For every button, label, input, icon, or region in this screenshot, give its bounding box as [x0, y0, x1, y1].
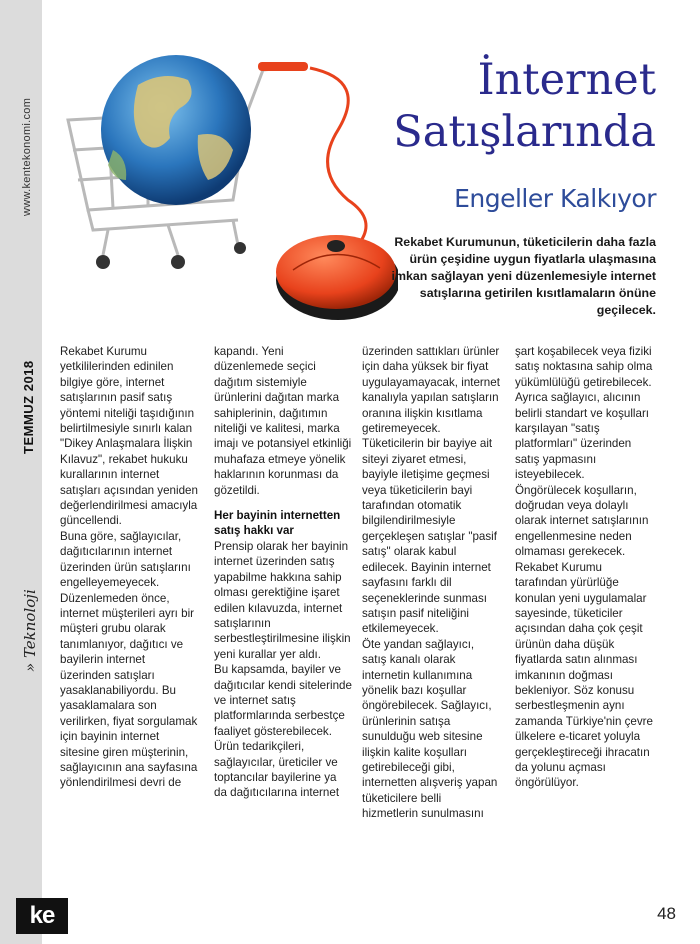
wheel-icon	[171, 255, 185, 269]
article-subtitle: Engeller Kalkıyor	[454, 184, 656, 213]
paragraph: kapandı. Yeni düzenlemede seçici dağıtım sistemiyle ürünlerini dağıtan marka sahiplerinin, dağıtımın niteliği ve kalitesi, marka imajı ve potansiyel etkinliği muhafaza etmeye yönelik haklarının korunması da gözetildi.	[214, 345, 352, 497]
sidebar	[0, 0, 42, 944]
paragraph: Düzenlemeden önce, internet müşterileri ayrı bir müşteri grubu olarak tanımlanıyor, dağıtıcı ve bayilerin internet üzerinden satışları yasaklanabiliyordu. Bu yasaklamalara son verilirken, fiyat sorgulamak için bayinin internet sitesine giren müşterinin, sağlayıcının ana sayfasına yönlendirilmesi devri de	[60, 591, 198, 790]
page-number: 48	[657, 904, 676, 923]
article-lead: Rekabet Kurumunun, tüketicilerin daha fazla ürün çeşidine uygun fiyatlarla ulaşmasına imkan sağlayan yeni düzenlemesiyle internet satışlarına getirilen kısıtlamaların önüne geçilecek.	[391, 235, 656, 317]
category-label	[21, 589, 39, 672]
website-url[interactable]: www.kentekonomi.com	[21, 97, 33, 216]
category-name: Teknoloji	[21, 589, 39, 659]
article-title	[393, 54, 656, 158]
text-column-3	[362, 344, 500, 822]
wheel-icon	[234, 242, 246, 254]
text-column-2	[214, 344, 352, 801]
issue-date: TEMMUZ 2018	[21, 360, 36, 454]
wheel-icon	[96, 255, 110, 269]
computer-mouse-icon	[276, 235, 398, 320]
shopping-cart-globe-mouse-illustration	[48, 40, 398, 330]
title-line: Satışlarında	[393, 107, 656, 157]
text-column-4	[515, 344, 653, 791]
section-heading: Her bayinin internetten satış hakkı var	[214, 509, 341, 538]
magazine-logo: ke	[16, 898, 68, 934]
paragraph: üzerinden sattıkları ürünler için daha yüksek bir fiyat uygulayamayacak, internet kanalıyla yapılan satışların oranına ilişkin kısıtlama getiremeyecek.	[362, 345, 500, 436]
paragraph: Öte yandan sağlayıcı, satış kanalı olarak internetin kullanımına yönelik bazı koşullar öngörebilecek. Sağlayıcı, ürünlerinin satışa sunulduğu web sitesine ilişkin kalite koşulları getirebileceği gibi, internetten alışveriş yapan tüketicilere belli hizmetlerin sunulmasını	[362, 637, 498, 821]
paragraph: Rekabet Kurumu tarafından yürürlüğe konulan yeni uygulamalar sayesinde, tüketiciler açısından daha çok çeşit ürünün daha düşük fiyatlarda satın alınması imkanının doğması bekleniyor. Söz konusu serbestleşmenin aynı zamanda Türkiye'nin çevre ülkelere e-ticaret yoluyla gerçekleştireceği ihracatın da yolunu açması öngörülüyor.	[515, 560, 653, 790]
paragraph: Öngörülecek koşulların, doğrudan veya dolaylı olarak internet satışlarının engellenmesine neden olmaması gerekecek.	[515, 483, 649, 559]
paragraph: şart koşabilecek veya fiziki satış noktasına sahip olma yükümlülüğü getirebilecek. Ayrıca sağlayıcı, alıcının belirli standart ve koşulları karşılayan "satış platformları" üzerinden satış yapmasını isteyebilecek.	[515, 345, 653, 482]
paragraph: Tüketicilerin bir bayiye ait siteyi ziyaret etmesi, bayiyle iletişime geçmesi veya tüketicilerin bayi tarafından otomatik bilgilendirilmesiyle gerçekleşen satışlar "pasif satış" olarak kabul edilecek. Bayinin internet sayfasını farklı dil seçeneklerinde sunması satışın pasif niteliğini etkilemeyecek.	[362, 437, 497, 636]
paragraph: Bu kapsamda, bayiler ve dağıtıcılar kendi sitelerinde ve internet satış platformlarında serbestçe faaliyet gösterebilecek. Ürün tedarikçileri, sağlayıcılar, üreticiler ve toptancılar bayilerine ya da dağıtıcılarına internet	[214, 663, 352, 800]
text-column-1	[60, 344, 198, 791]
cart-handle	[258, 62, 308, 71]
mouse-cable	[310, 68, 366, 245]
paragraph: Prensip olarak her bayinin internet üzerinden satış yapabilme hakkına sahip olması gerektiğine işaret edilen kılavuzda, internet satışlarının serbestleştirilmesine ilişkin yeni kurallar yer aldı.	[214, 539, 351, 661]
category-marker: »	[21, 662, 39, 672]
title-line: İnternet	[477, 55, 656, 105]
paragraph: Rekabet Kurumu yetkililerinden edinilen bilgiye göre, internet satışlarının pasif satış yöntemi niteliği taşıdığının belirtilmesiyle sınırlı kalan "Dikey Anlaşmalara İlişkin Kılavuz", rekabet hukuku kurallarının internet satışları açısından yeniden değerlendirilmesi amacıyla güncellendi.	[60, 345, 198, 528]
paragraph: Buna göre, sağlayıcılar, dağıtıcılarının internet üzerinden ürün satışlarını engelleyemeyecek.	[60, 529, 191, 590]
